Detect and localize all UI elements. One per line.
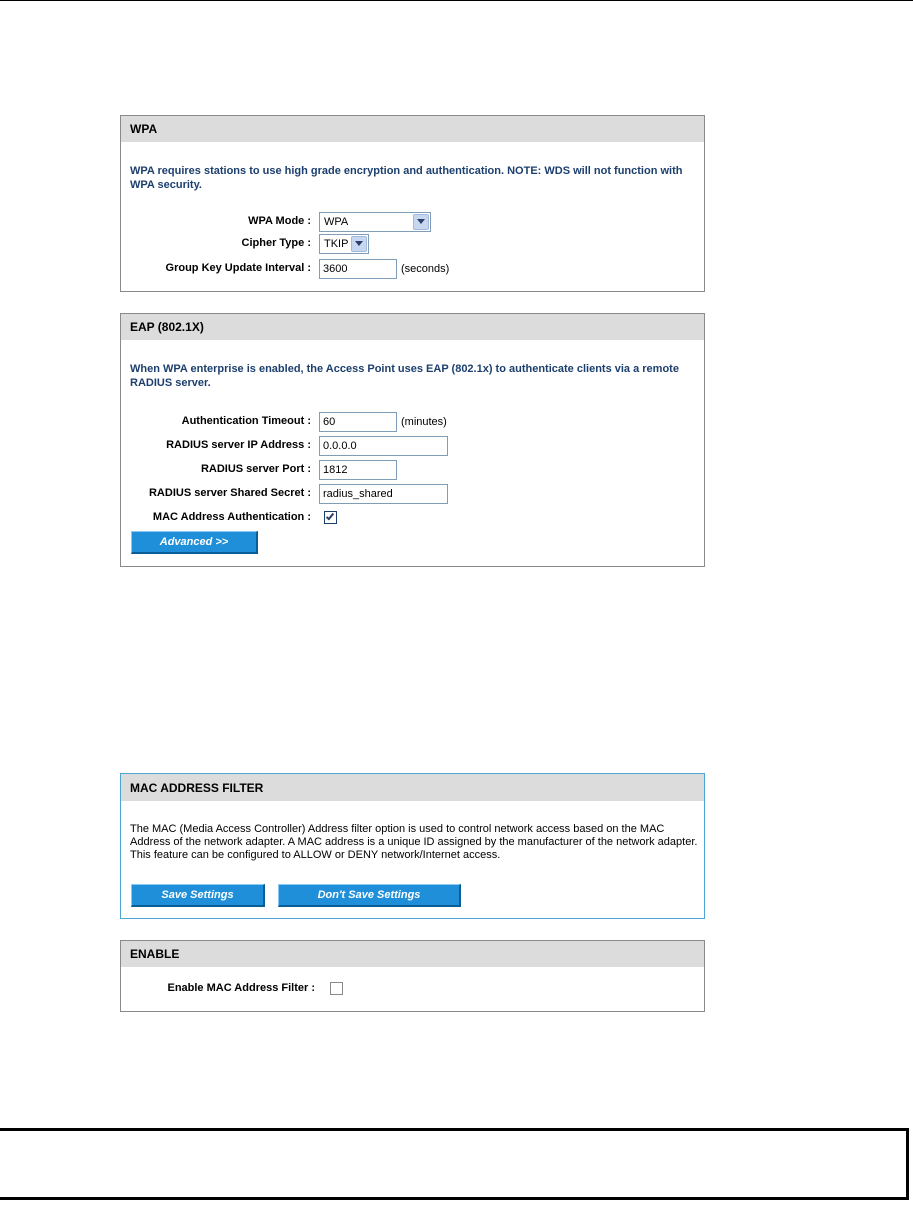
bottom-frame [0, 1128, 909, 1200]
cipher-type-select[interactable] [319, 234, 369, 254]
mac-filter-title: MAC ADDRESS FILTER [121, 774, 704, 801]
enable-filter-label: Enable MAC Address Filter : [167, 982, 315, 994]
wpa-mode-label: WPA Mode : [248, 215, 311, 227]
group-key-label: Group Key Update Interval : [165, 262, 311, 274]
auth-timeout-row [121, 412, 706, 432]
dont-save-settings-button[interactable]: Don't Save Settings [278, 884, 461, 907]
save-settings-button[interactable]: Save Settings [131, 884, 265, 907]
mac-auth-label: MAC Address Authentication : [152, 511, 311, 523]
enable-panel [120, 940, 705, 1012]
mac-auth-row [121, 508, 706, 528]
mac-filter-description: The MAC (Media Access Controller) Address filter option is used to control network access based on the MAC Address of the network adapter. A MAC address is a unique ID assigned by the manufacturer of the network adapter. This feature can be configured to ALLOW or DENY network/Internet access. [130, 823, 698, 861]
wpa-mode-value: WPA [324, 216, 349, 228]
group-key-interval-input[interactable] [319, 259, 397, 279]
eap-panel-title: EAP (802.1X) [121, 314, 704, 340]
radius-ip-input[interactable] [319, 436, 448, 456]
enable-panel-title: ENABLE [121, 941, 704, 967]
radius-ip-row [121, 436, 706, 456]
radius-port-input[interactable] [319, 460, 397, 480]
wpa-panel [120, 115, 705, 292]
enable-filter-checkbox[interactable] [330, 982, 343, 995]
chevron-down-icon[interactable] [413, 214, 429, 230]
checkmark-icon [326, 512, 334, 521]
cipher-type-row [121, 234, 706, 254]
eap-description: When WPA enterprise is enabled, the Access Point uses EAP (802.1x) to authenticate clients via a remote RADIUS server. [130, 363, 679, 389]
radius-port-row [121, 460, 706, 480]
wpa-mode-row [121, 212, 706, 232]
group-key-unit: (seconds) [401, 263, 450, 275]
auth-timeout-label: Authentication Timeout : [181, 415, 311, 427]
mac-filter-panel [120, 773, 705, 919]
wpa-mode-select[interactable] [319, 212, 431, 232]
auth-timeout-unit: (minutes) [401, 416, 447, 428]
advanced-button[interactable]: Advanced >> [131, 531, 258, 554]
group-key-row [121, 259, 706, 279]
radius-secret-input[interactable] [319, 484, 448, 504]
radius-secret-label: RADIUS server Shared Secret : [148, 487, 311, 499]
chevron-down-icon[interactable] [351, 236, 367, 252]
radius-secret-row [121, 484, 706, 504]
mac-auth-checkbox[interactable] [324, 511, 337, 524]
enable-filter-row [121, 979, 706, 999]
auth-timeout-input[interactable] [319, 412, 397, 432]
cipher-type-value: TKIP [324, 238, 349, 250]
radius-port-label: RADIUS server Port : [200, 463, 311, 475]
wpa-panel-title: WPA [121, 116, 704, 142]
wpa-description: WPA requires stations to use high grade encryption and authentication. NOTE: WDS will not function with WPA security. [130, 165, 683, 191]
eap-panel [120, 313, 705, 567]
radius-ip-label: RADIUS server IP Address : [166, 439, 311, 451]
cipher-type-label: Cipher Type : [241, 237, 311, 249]
top-rule [0, 0, 913, 1]
